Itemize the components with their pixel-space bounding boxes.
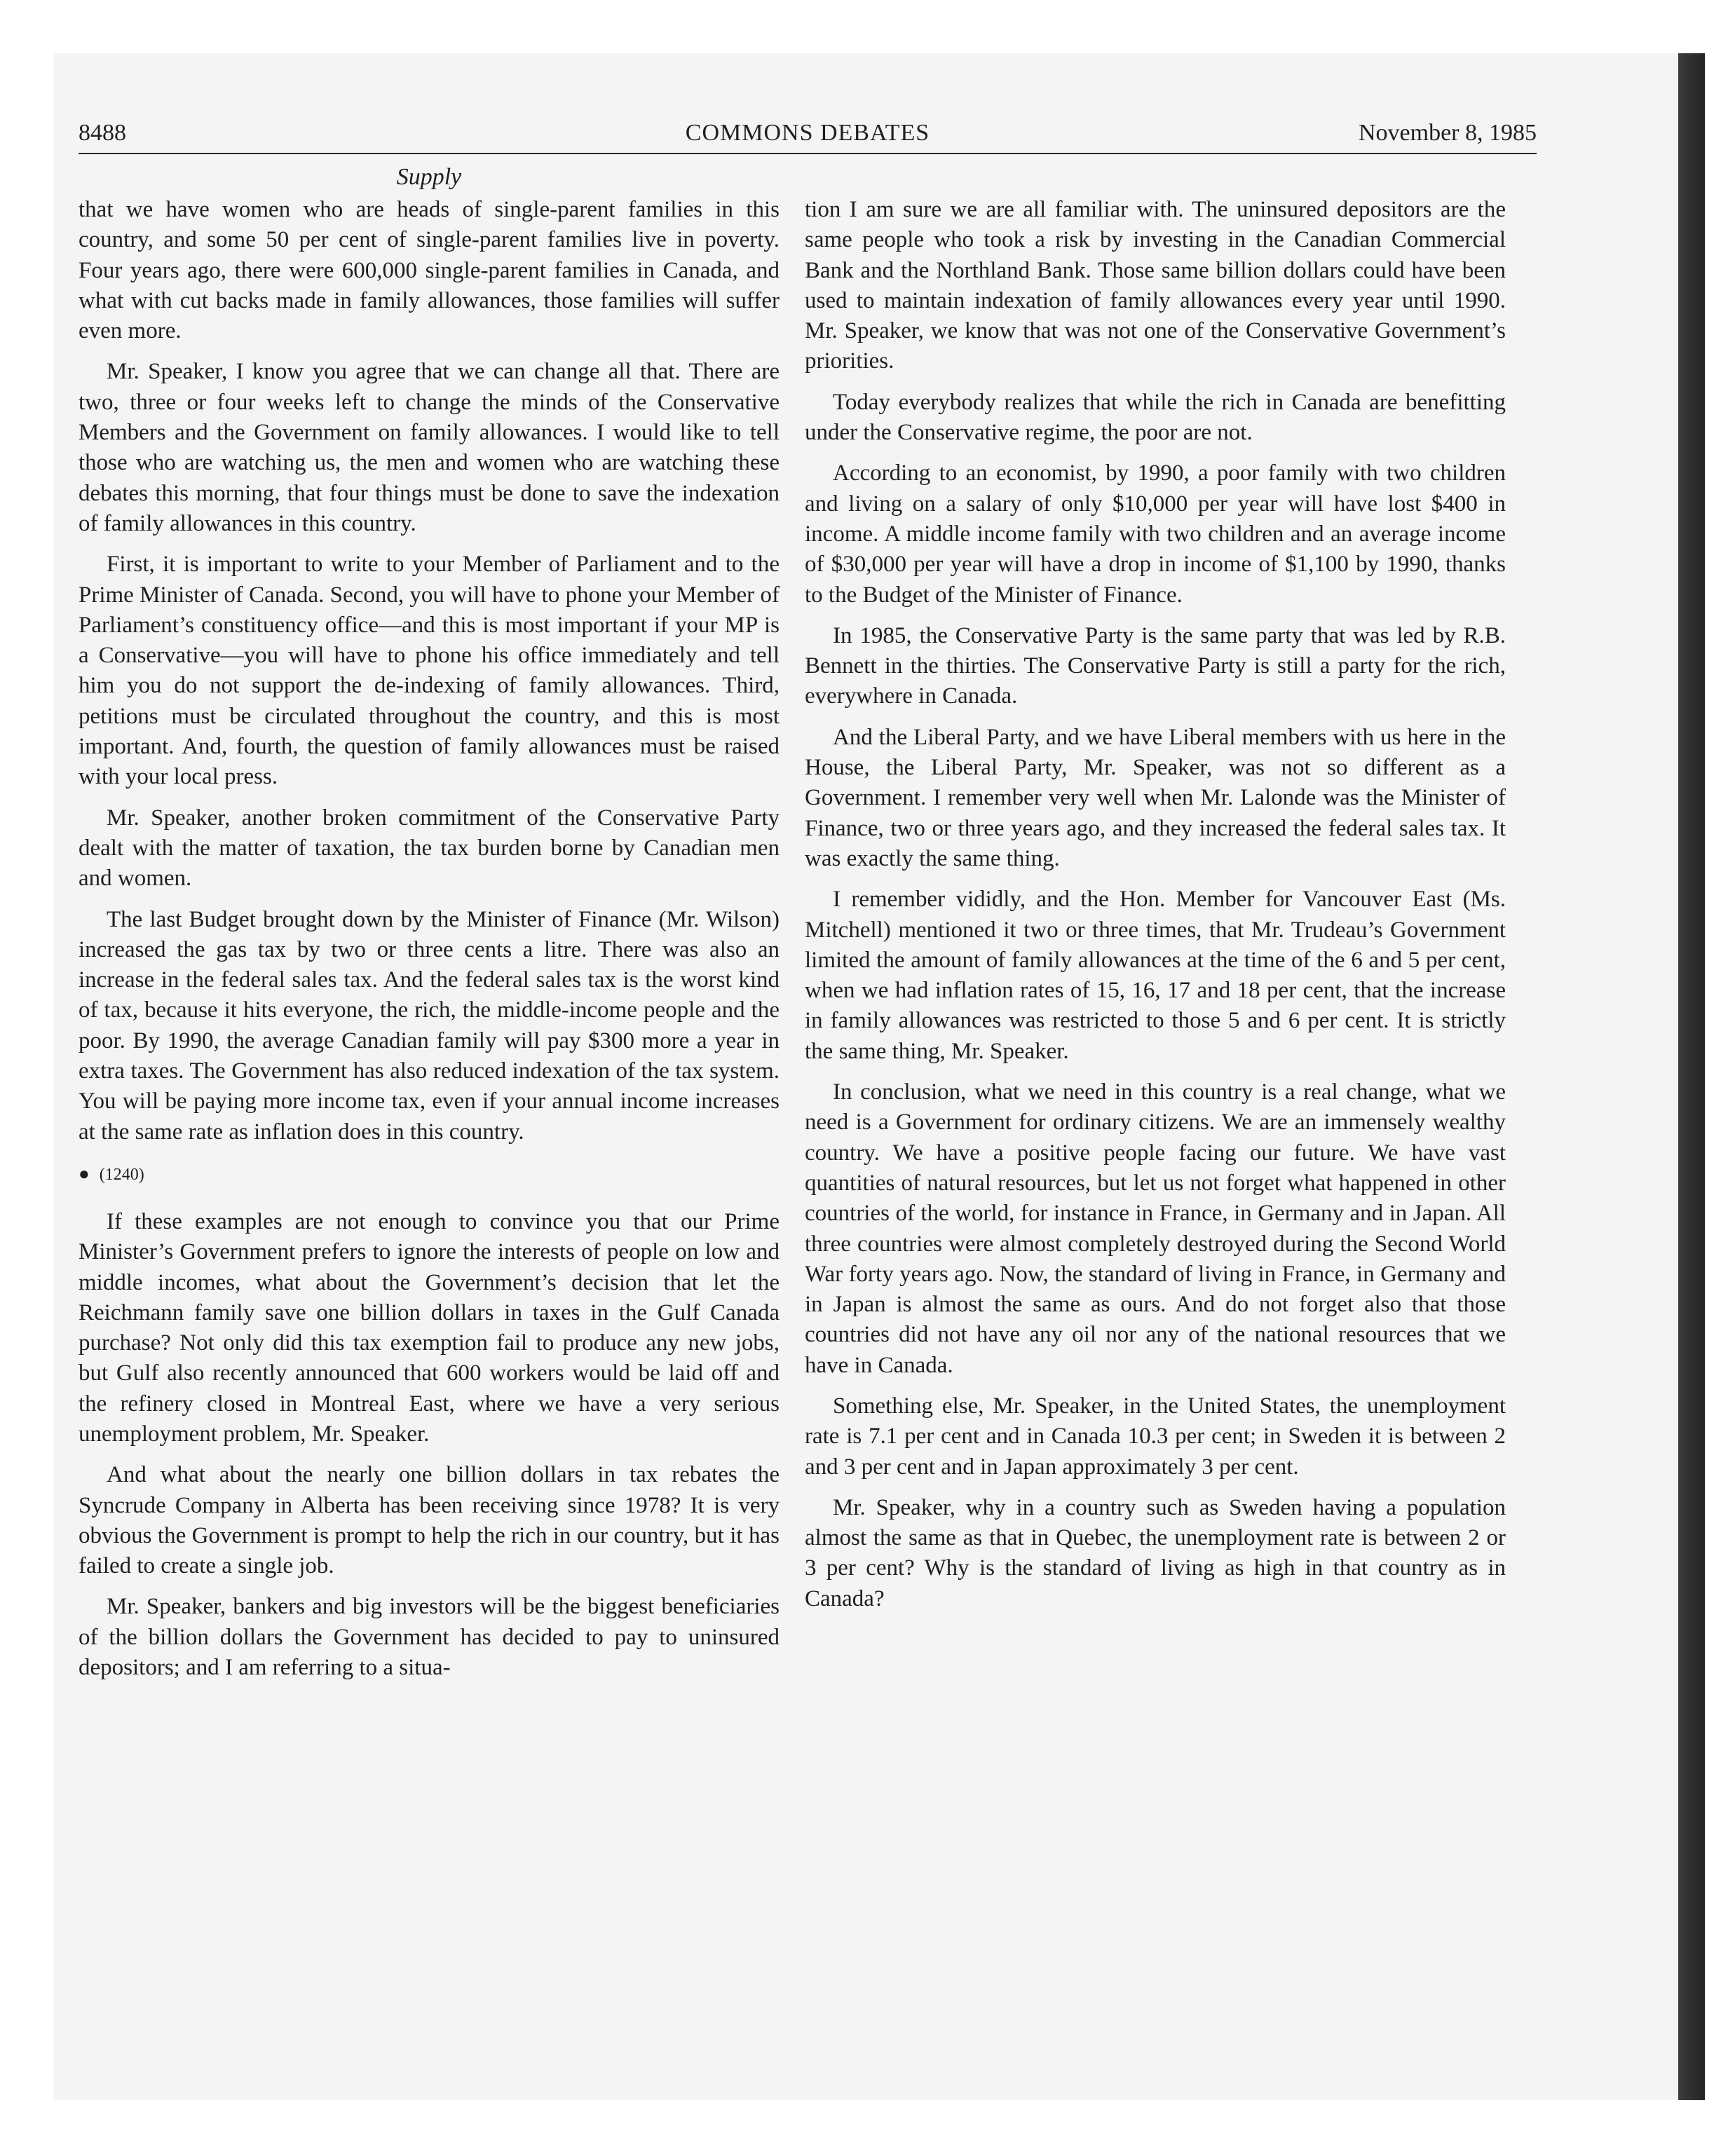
right-column [805, 195, 1506, 1625]
publication-title: COMMONS DEBATES [685, 120, 930, 146]
section-title: Supply [396, 164, 462, 190]
paragraph: According to an economist, by 1990, a poor family with two children and living on a salary of only $10,000 per year will have lost $400 in income. A middle income family with two children and an average income of $30,000 per year will have a drop in income of $1,100 by 1990, thanks to the Budget of the Minister of Finance. [805, 460, 1506, 608]
paragraph: Mr. Speaker, bankers and big investors will be the biggest beneficiaries of the billion dollars the Government has decided to pay to uninsured depositors; and I am referring to a situa- [79, 1594, 780, 1681]
paragraph: And the Liberal Party, and we have Liberal members with us here in the House, the Liberal Party, Mr. Speaker, was not so different as a Government. I remember very well when Mr. Lalonde was the Minister of Finance, two or three years ago, and they increased the federal sales tax. It was exactly the same thing. [805, 724, 1506, 871]
left-column [79, 195, 780, 1693]
binding-edge [1678, 53, 1705, 2100]
paragraph: If these examples are not enough to convince you that our Prime Minister’s Government prefers to ignore the interests of people on low and middle incomes, what about the Government’s decision that let the Reichmann family save one billion dollars in taxes in the Gulf Canada purchase? Not only did this tax exemption fail to produce any new jobs, but Gulf also recently announced that 600 workers would be laid off and the refinery closed in Montreal East, where we have a very serious unemployment problem, Mr. Speaker. [79, 1208, 780, 1447]
paragraph: Something else, Mr. Speaker, in the United States, the unemployment rate is 7.1 per cent and in Canada 10.3 per cent; in Sweden it is between 2 and 3 per cent and in Japan approximately 3 per cent. [805, 1393, 1506, 1480]
paragraph: In 1985, the Conservative Party is the same party that was led by R.B. Bennett in the thirties. The Conservative Party is still a party for the rich, everywhere in Canada. [805, 622, 1506, 709]
time-marker [79, 1160, 780, 1189]
paragraph: Today everybody realizes that while the rich in Canada are benefitting under the Conservative regime, the poor are not. [805, 389, 1506, 446]
paragraph: And what about the nearly one billion dollars in tax rebates the Syncrude Company in Alberta has been receiving since 1978? It is very obvious the Government is prompt to help the rich in our country, but it has failed to create a single job. [79, 1462, 780, 1579]
publication-date: November 8, 1985 [1358, 120, 1537, 146]
paragraph: First, it is important to write to your Member of Parliament and to the Prime Minister of Canada. Second, you will have to phone your Member of Parliament’s constituency office—and this is most important if your MP is a Conservative—you will have to phone his office immediately and tell him you do not support the de-indexing of family allowances. Third, petitions must be circulated throughout the country, and this is most important. And, fourth, the question of family allowances must be raised with your local press. [79, 552, 780, 790]
paragraph: The last Budget brought down by the Minister of Finance (Mr. Wilson) increased the gas tax by two or three cents a litre. There was also an increase in the federal sales tax. And the federal sales tax is the worst kind of tax, because it hits everyone, the rich, the middle-income people and the poor. By 1990, the average Canadian family will pay $300 more a year in extra taxes. The Government has also reduced indexation of the tax system. You will be paying more income tax, even if your annual income increases at the same rate as inflation does in this country. [79, 906, 780, 1145]
paragraph: that we have women who are heads of single-parent families in this country, and some 50 per cent of single-parent families live in poverty. Four years ago, there were 600,000 single-parent families in Canada, and what with cut backs made in family allowances, those families will suffer even more. [79, 197, 780, 344]
bullet-icon: ● [79, 1163, 90, 1184]
paragraph: Mr. Speaker, why in a country such as Sweden having a population almost the same as that in Quebec, the unemployment rate is between 2 or 3 per cent? Why is the standard of living as high in that country as in Canada? [805, 1494, 1506, 1611]
paragraph: I remember vididly, and the Hon. Member for Vancouver East (Ms. Mitchell) mentioned it two or three times, that Mr. Trudeau’s Government limited the amount of family allowances at the time of the 6 and 5 per cent, when we had inflation rates of 15, 16, 17 and 18 per cent, that the increase in family allowances was restricted to those 5 and 6 per cent. It is strictly the same thing, Mr. Speaker. [805, 887, 1506, 1064]
paragraph: Mr. Speaker, I know you agree that we can change all that. There are two, three or four weeks left to change the minds of the Conservative Members and the Government on family allowances. I would like to tell those who are watching us, the men and women who are watching these debates this morning, that four things must be done to save the indexation of family allowances in this country. [79, 359, 780, 536]
paragraph: In conclusion, what we need in this country is a real change, what we need is a Government for ordinary citizens. We are an immensely wealthy country. We have a positive people facing our future. We have vast quantities of natural resources, but let us not forget what happened in other countries of the world, for instance in France, in Germany and in Japan. All three countries were almost completely destroyed during the Second World War forty years ago. Now, the standard of living in France, in Germany and in Japan is almost the same as ours. And do not forget also that those countries did not have any oil nor any of the national resources that we have in Canada. [805, 1079, 1506, 1378]
paragraph: Mr. Speaker, another broken commitment of the Conservative Party dealt with the matter of taxation, the tax burden borne by Canadian men and women. [79, 805, 780, 892]
page-number: 8488 [79, 120, 126, 146]
running-header [79, 114, 1537, 153]
time-stamp: (1240) [99, 1165, 144, 1184]
header-rule [79, 153, 1537, 154]
paragraph: tion I am sure we are all familiar with. The uninsured depositors are the same people who took a risk by investing in the Canadian Commercial Bank and the Northland Bank. Those same billion dollars could have been used to maintain indexation of family allowances every year until 1990. Mr. Speaker, we know that was not one of the Conservative Government’s priorities. [805, 197, 1506, 374]
